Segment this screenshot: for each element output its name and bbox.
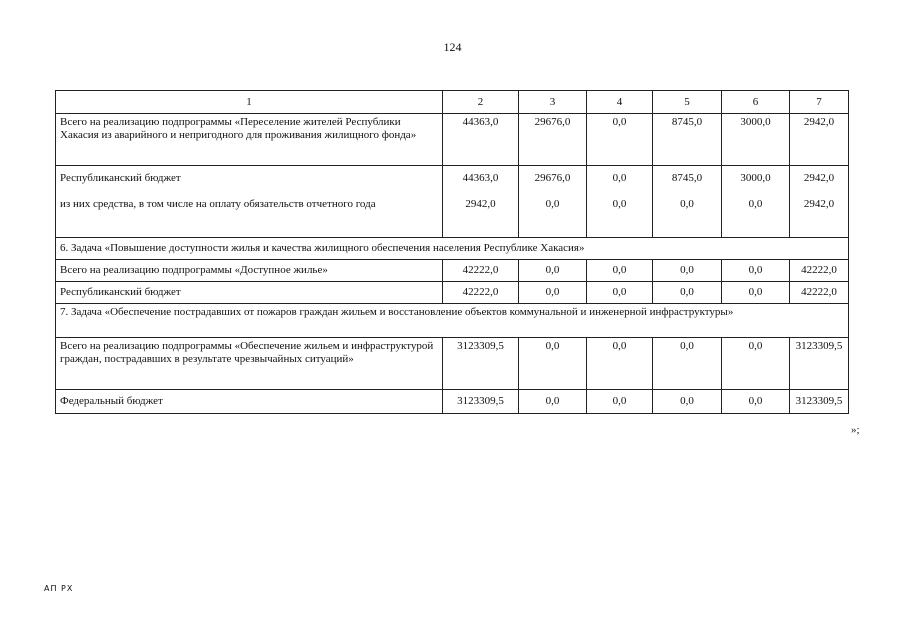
cell-value: 0,0	[519, 196, 587, 238]
cell-value: 2942,0	[443, 196, 519, 238]
cell-value: 44363,0	[443, 114, 519, 166]
row-label: Всего на реализацию подпрограммы «Обеспечение жильем и инфраструктурой граждан, пострадавших в результате чрезвычайных ситуаций»	[56, 338, 443, 390]
cell-value: 42222,0	[790, 260, 849, 282]
row-label: из них средства, в том числе на оплату обязательств отчетного года	[56, 196, 443, 238]
cell-value: 8745,0	[653, 166, 722, 196]
cell-value: 3123309,5	[790, 390, 849, 414]
task-row	[56, 238, 849, 260]
cell-value: 3123309,5	[790, 338, 849, 390]
task-heading: 7. Задача «Обеспечение пострадавших от пожаров граждан жильем и восстановление объектов коммунальной и инженерной инфраструктуры»	[56, 304, 849, 338]
cell-value: 0,0	[519, 260, 587, 282]
cell-value: 0,0	[653, 196, 722, 238]
cell-value: 0,0	[587, 390, 653, 414]
cell-value: 0,0	[587, 338, 653, 390]
cell-value: 44363,0	[443, 166, 519, 196]
column-header: 4	[587, 91, 653, 114]
cell-value: 0,0	[587, 196, 653, 238]
cell-value: 0,0	[653, 338, 722, 390]
cell-value: 0,0	[587, 282, 653, 304]
table-row	[56, 114, 849, 166]
cell-value: 0,0	[722, 196, 790, 238]
cell-value: 0,0	[519, 282, 587, 304]
cell-value: 0,0	[519, 338, 587, 390]
table-row	[56, 338, 849, 390]
cell-value: 0,0	[653, 282, 722, 304]
cell-value: 0,0	[722, 338, 790, 390]
column-header: 7	[790, 91, 849, 114]
table-header-row	[56, 91, 849, 114]
cell-value: 3123309,5	[443, 338, 519, 390]
cell-value: 42222,0	[790, 282, 849, 304]
budget-table	[55, 90, 849, 414]
cell-value: 0,0	[653, 390, 722, 414]
cell-value: 3000,0	[722, 166, 790, 196]
task-heading: 6. Задача «Повышение доступности жилья и качества жилищного обеспечения населения Республике Хакасия»	[56, 238, 849, 260]
cell-value: 2942,0	[790, 166, 849, 196]
column-header: 5	[653, 91, 722, 114]
cell-value: 0,0	[653, 260, 722, 282]
cell-value: 29676,0	[519, 166, 587, 196]
cell-value: 3123309,5	[443, 390, 519, 414]
cell-value: 8745,0	[653, 114, 722, 166]
cell-value: 2942,0	[790, 196, 849, 238]
cell-value: 0,0	[587, 114, 653, 166]
cell-value: 29676,0	[519, 114, 587, 166]
table-row	[56, 390, 849, 414]
cell-value: 0,0	[722, 282, 790, 304]
column-header: 3	[519, 91, 587, 114]
footer-code: АП РХ	[44, 584, 74, 593]
table-row	[56, 260, 849, 282]
column-header: 1	[56, 91, 443, 114]
cell-value: 42222,0	[443, 282, 519, 304]
column-header: 2	[443, 91, 519, 114]
row-label: Всего на реализацию подпрограммы «Доступное жилье»	[56, 260, 443, 282]
table-row	[56, 196, 849, 238]
column-header: 6	[722, 91, 790, 114]
table-row	[56, 166, 849, 196]
page-number: 124	[443, 40, 462, 54]
row-label: Федеральный бюджет	[56, 390, 443, 414]
closing-quote-mark: »;	[851, 424, 860, 436]
row-label: Республиканский бюджет	[56, 282, 443, 304]
table-row	[56, 282, 849, 304]
cell-value: 0,0	[722, 260, 790, 282]
cell-value: 0,0	[587, 166, 653, 196]
cell-value: 42222,0	[443, 260, 519, 282]
task-row	[56, 304, 849, 338]
cell-value: 0,0	[519, 390, 587, 414]
cell-value: 0,0	[587, 260, 653, 282]
row-label: Всего на реализацию подпрограммы «Переселение жителей Республики Хакасия из аварийного и непригодного для проживания жилищного фонда»	[56, 114, 443, 166]
cell-value: 0,0	[722, 390, 790, 414]
row-label: Республиканский бюджет	[56, 166, 443, 196]
cell-value: 3000,0	[722, 114, 790, 166]
cell-value: 2942,0	[790, 114, 849, 166]
